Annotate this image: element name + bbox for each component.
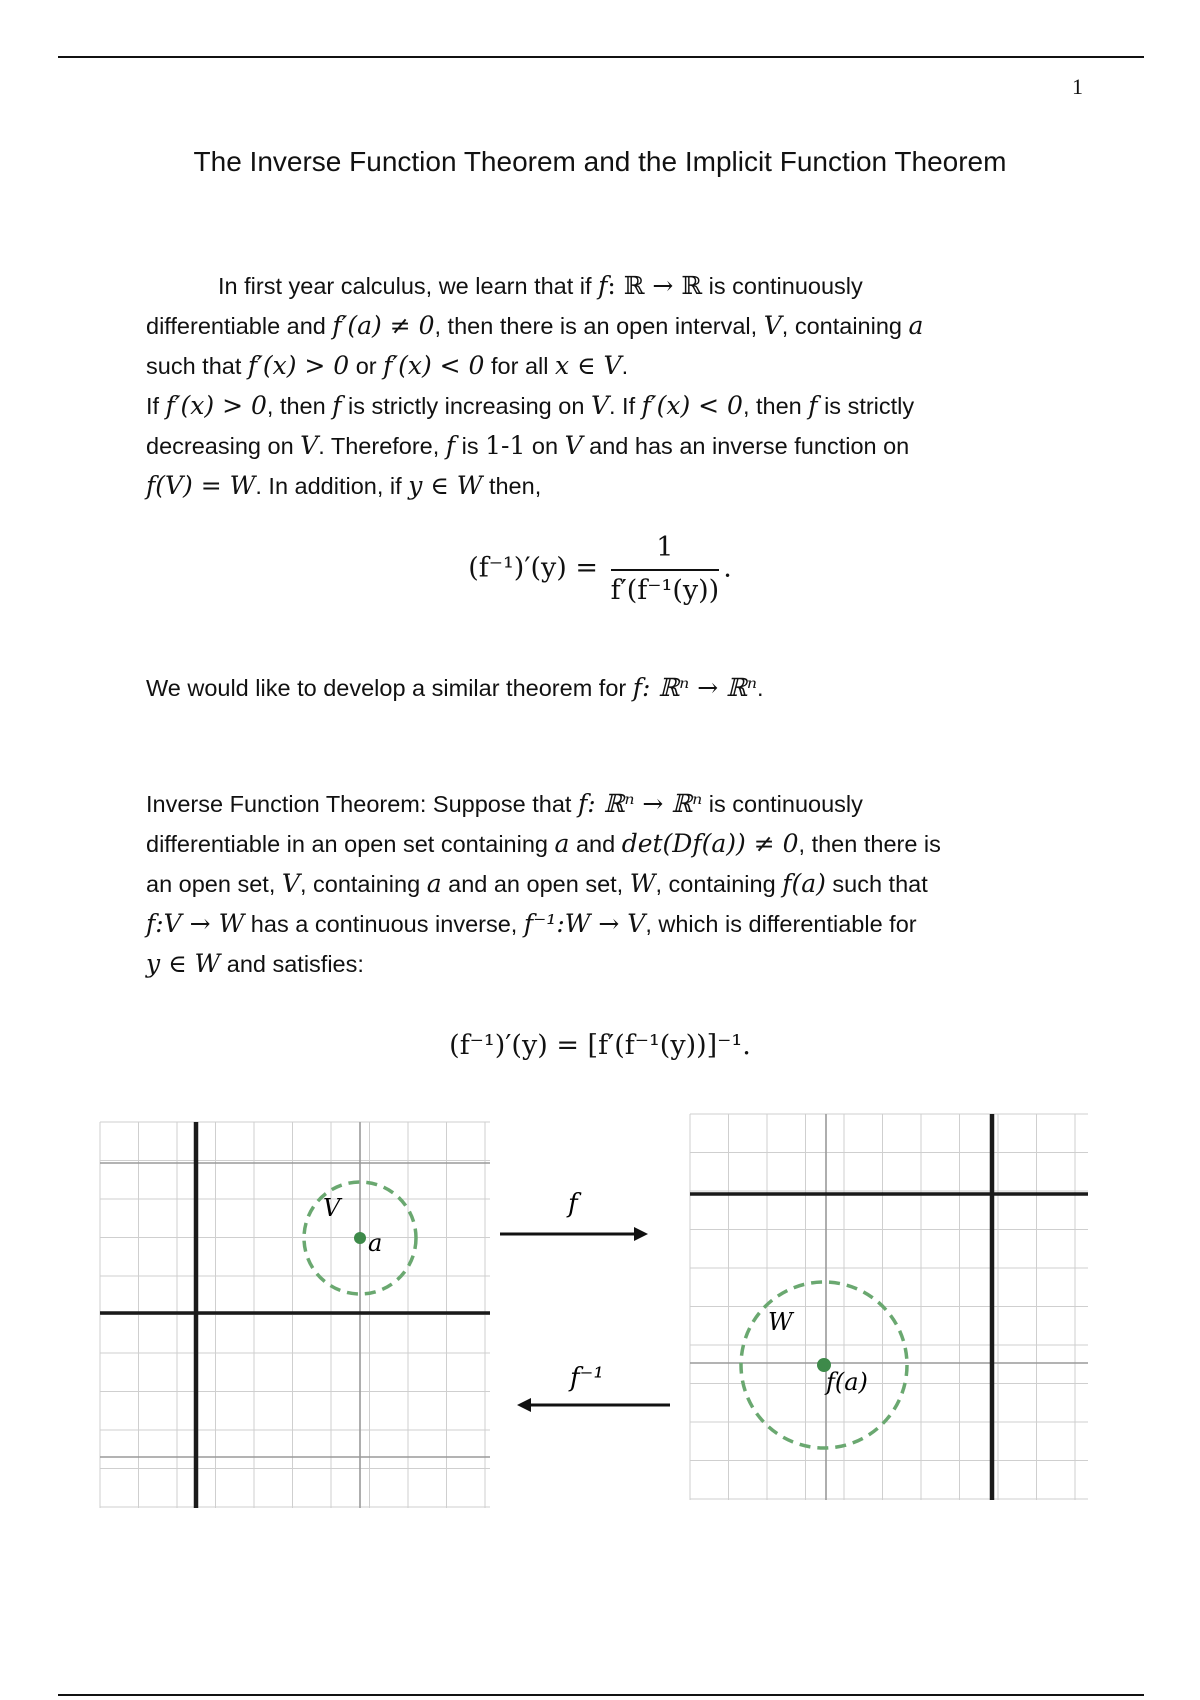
inverse-arrow-head <box>517 1398 531 1412</box>
similar-theorem-sentence: We would like to develop a similar theorem for f: ℝⁿ → ℝⁿ. <box>146 673 764 702</box>
page-number: 1 <box>1072 74 1083 99</box>
right-grid <box>690 1114 1088 1500</box>
theorem-line-3: an open set, V, containing a and an open set, W, containing f(a) such that <box>146 869 928 898</box>
theorem-line-5: y ∈ W and satisfies: <box>146 949 364 978</box>
intro-line-1: In first year calculus, we learn that if f: ℝ → ℝ is continuously <box>218 271 863 300</box>
bottom-rule <box>58 1694 1144 1696</box>
equation-derivative-inverse-nd: (f⁻¹)′(y) = [f′(f⁻¹(y))]⁻¹. <box>449 1030 751 1061</box>
intro-line-2: differentiable and f′(a) ≠ 0, then there is an open interval, V, containing a <box>146 311 924 340</box>
intro-line-6: f(V) = W. In addition, if y ∈ W then, <box>146 471 542 500</box>
equation-fraction: $\frac{1}{\text{f′(f⁻¹(y))}}$ <box>610 532 720 606</box>
page-title: The Inverse Function Theorem and the Implicit Function Theorem <box>193 146 1007 177</box>
intro-line-4: If f′(x) > 0, then f is strictly increasing on V. If f′(x) < 0, then f is strictly <box>146 391 915 420</box>
set-w-label: W <box>768 1308 793 1336</box>
set-v-label: V <box>323 1194 341 1222</box>
intro-line-3: such that f′(x) > 0 or f′(x) < 0 for all x ∈ V. <box>146 351 629 380</box>
forward-arrow-head <box>634 1227 648 1241</box>
point-a-dot <box>354 1232 366 1244</box>
intro-paragraph <box>146 266 1106 506</box>
inverse-function-figure <box>0 1100 1200 1540</box>
point-a-label: a <box>368 1229 383 1257</box>
top-rule <box>58 56 1144 58</box>
theorem-line-2: differentiable in an open set containing a and det(Df(a)) ≠ 0, then there is <box>146 829 941 858</box>
inverse-arrow-label: f⁻¹ <box>570 1363 604 1393</box>
left-grid <box>100 1122 490 1508</box>
theorem-line-4: f:V → W has a continuous inverse, f⁻¹:W → V, which is differentiable for <box>146 909 917 938</box>
theorem-line-1: Inverse Function Theorem: Suppose that f: ℝⁿ → ℝⁿ is continuously <box>146 789 863 818</box>
inverse-function-theorem <box>146 784 1106 984</box>
forward-arrow-label: f <box>568 1189 578 1219</box>
equation-derivative-inverse-1d: (f⁻¹)′(y) = $\frac{1}{\text{f′(f⁻¹(y))}}$ . <box>468 532 732 606</box>
intro-line-5: decreasing on V. Therefore, f is 1-1 on V and has an inverse function on <box>146 431 910 460</box>
point-fa-label: f(a) <box>826 1368 868 1396</box>
